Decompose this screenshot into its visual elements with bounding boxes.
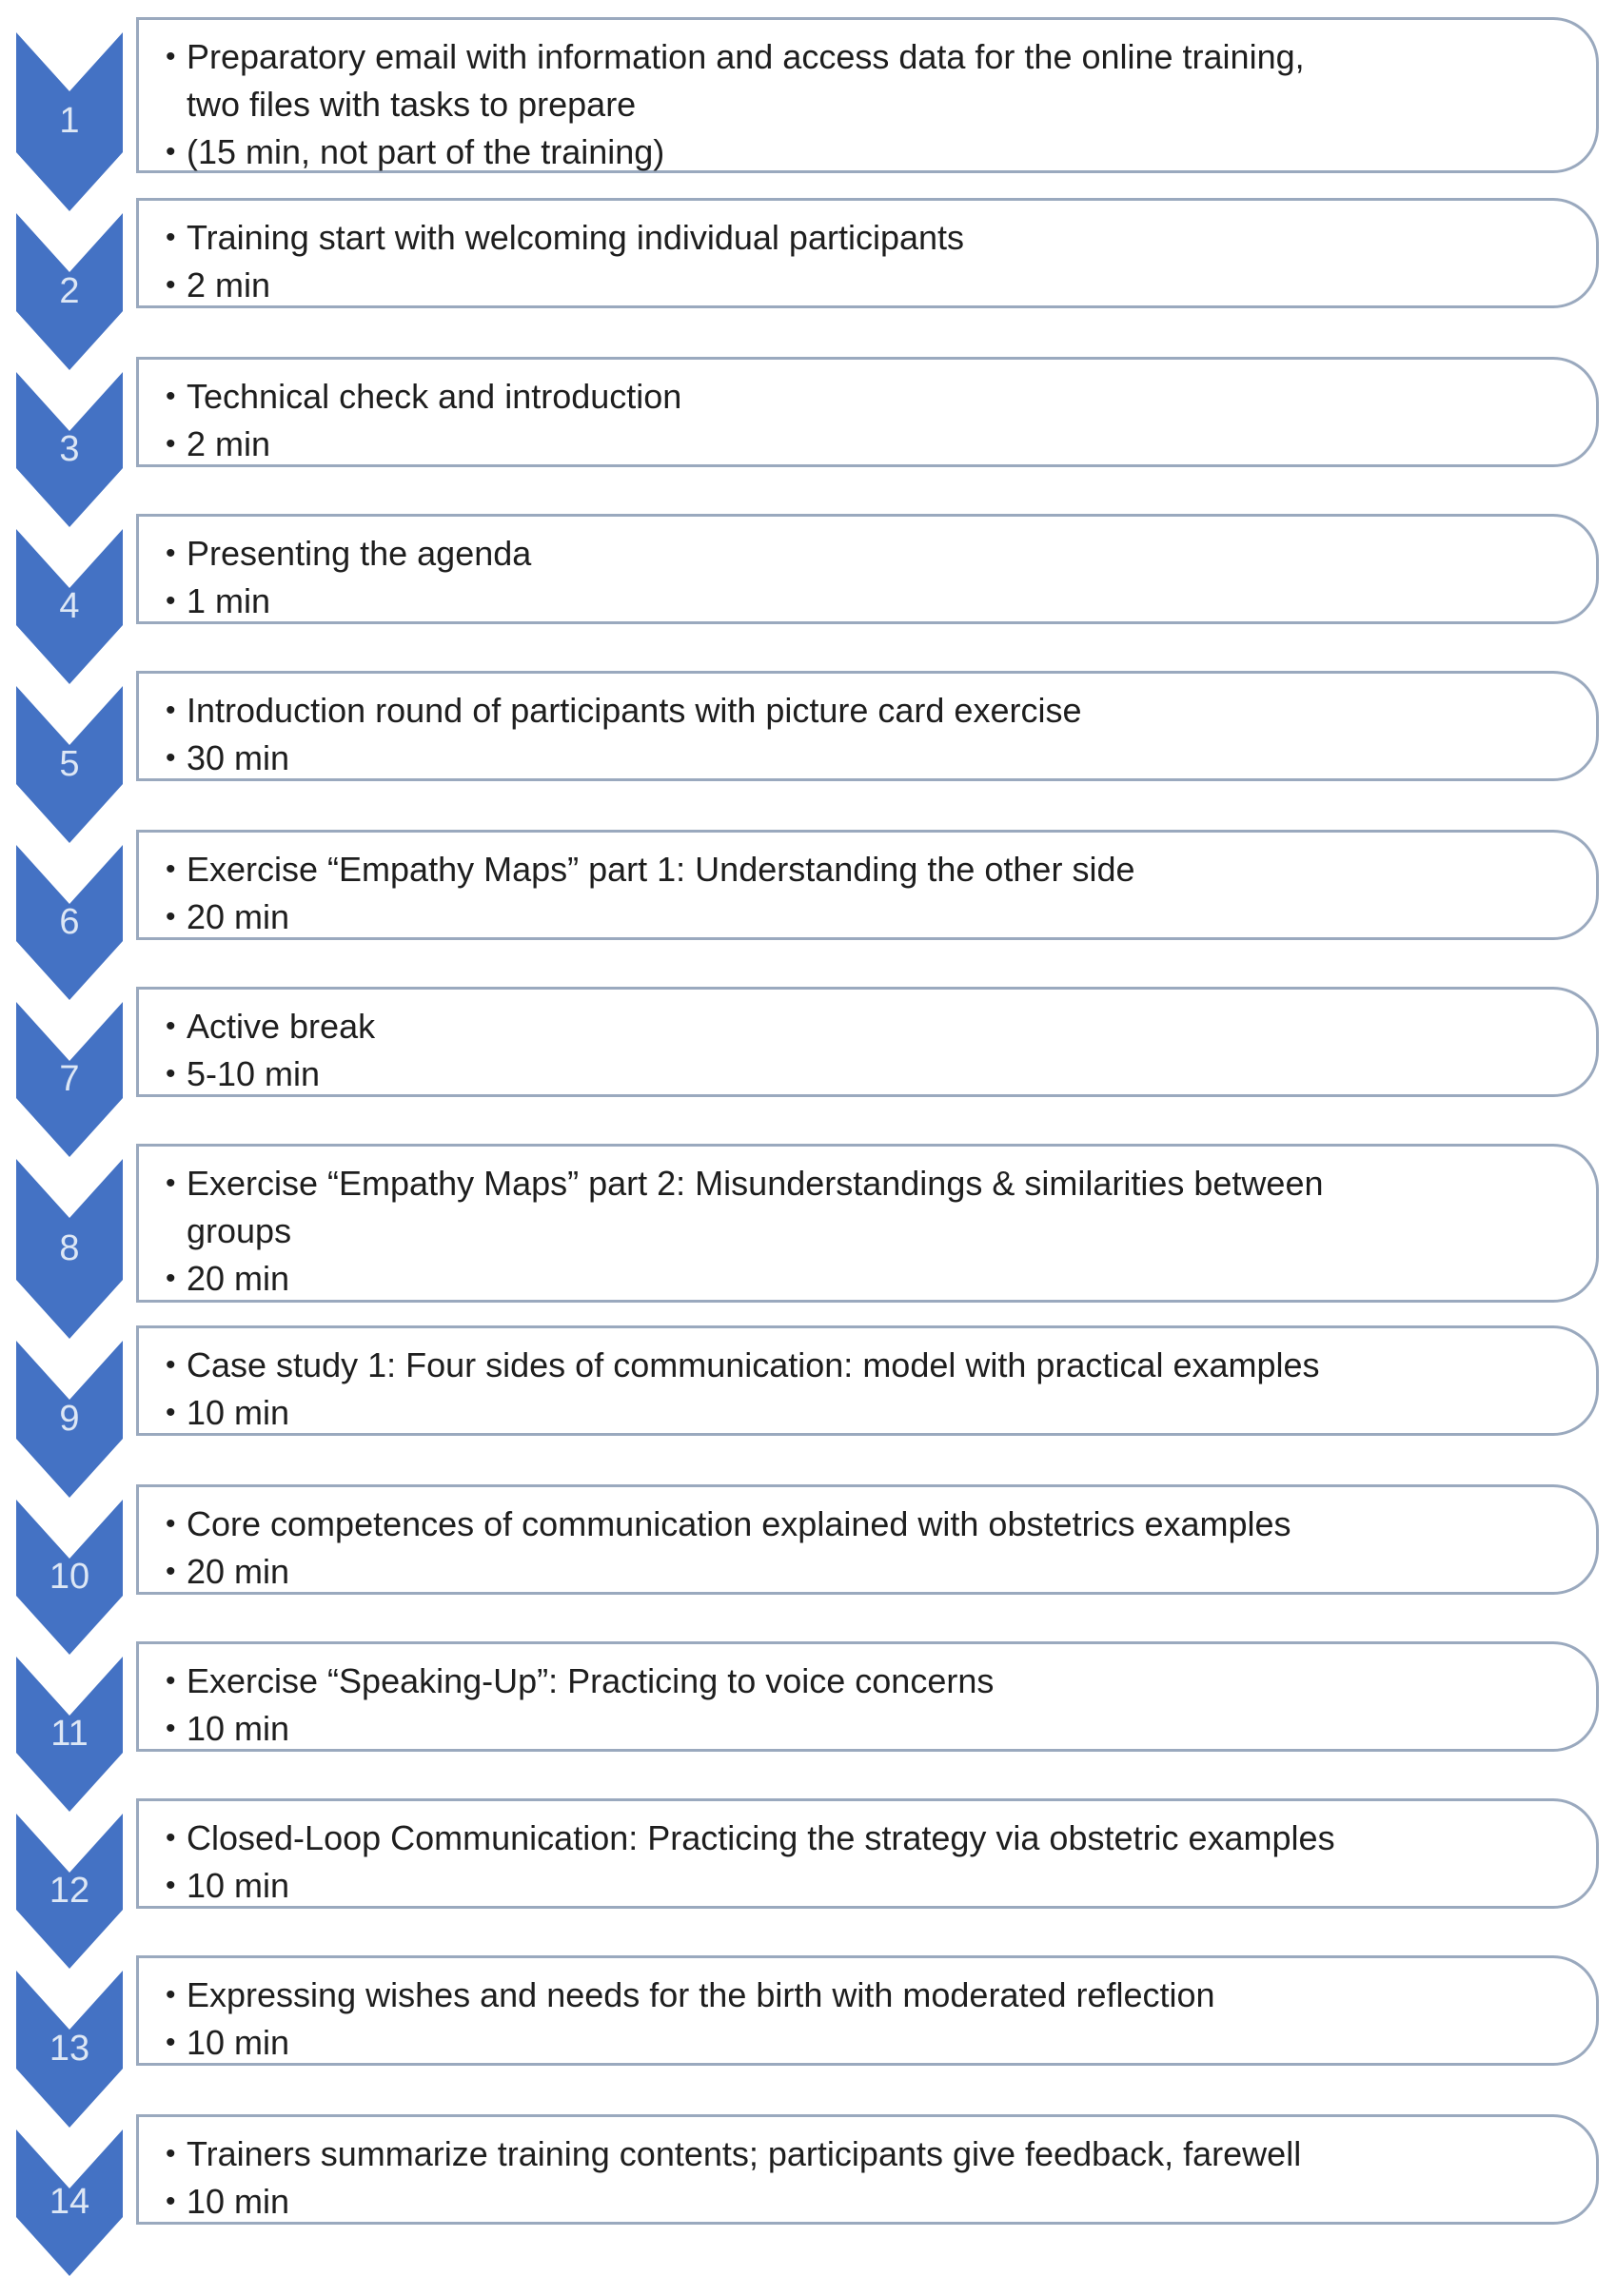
step-text: 5-10 min [187, 1054, 321, 1093]
step-chevron [16, 1814, 123, 1969]
step-duration [166, 1389, 1577, 1437]
step-chevron [16, 1341, 123, 1498]
bullet-icon: • [166, 2027, 176, 2058]
step-description [166, 1972, 1577, 2019]
step-text: 1 min [187, 581, 271, 620]
step-text: Exercise “Speaking-Up”: Practicing to voice concerns [187, 1661, 995, 1700]
bullet-icon: • [166, 901, 176, 932]
step-duration [166, 1050, 1577, 1098]
step-number: 10 [49, 1556, 90, 1597]
step-duration [166, 735, 1577, 782]
step-number: 3 [59, 428, 80, 469]
step-duration [166, 2019, 1577, 2067]
step-box [136, 671, 1599, 781]
step-duration [166, 1705, 1577, 1753]
step-box [136, 987, 1599, 1097]
step-number: 11 [50, 1713, 89, 1754]
step-description [166, 2130, 1577, 2178]
step-description [166, 687, 1577, 735]
bullet-icon: • [166, 854, 176, 885]
step-duration [166, 1862, 1577, 1910]
step-text: Introduction round of participants with picture card exercise [187, 691, 1082, 730]
step-duration [166, 128, 1577, 176]
bullet-icon: • [166, 1508, 176, 1540]
bullet-icon: • [166, 2138, 176, 2169]
step-text: Exercise “Empathy Maps” part 2: Misunderstandings & similarities between [187, 1164, 1324, 1203]
bullet-icon: • [166, 1263, 176, 1294]
step-description [166, 214, 1577, 262]
step-box [136, 1955, 1599, 2066]
bullet-icon: • [166, 269, 176, 301]
step-box [136, 198, 1599, 308]
step-number: 2 [59, 270, 80, 311]
bullet-icon: • [166, 381, 176, 412]
step-text: Expressing wishes and needs for the birth with moderated reflection [187, 1975, 1215, 2014]
bullet-icon: • [166, 1349, 176, 1381]
step-number: 1 [59, 101, 80, 141]
step-chevron [16, 32, 123, 211]
step-number: 9 [59, 1398, 80, 1439]
step-chevron [16, 686, 123, 843]
step-description [166, 1815, 1577, 1862]
step-text: (15 min, not part of the training) [187, 132, 665, 171]
step-text: 20 min [187, 897, 290, 936]
bullet-icon: • [166, 695, 176, 726]
step-duration [166, 893, 1577, 941]
step-text: Presenting the agenda [187, 534, 532, 573]
step-text: groups [187, 1211, 292, 1250]
step-description [166, 1160, 1577, 1207]
step-chevron [16, 372, 123, 527]
step-chevron [16, 1500, 123, 1655]
bullet-icon: • [166, 1665, 176, 1697]
step-box [136, 1325, 1599, 1436]
step-text: 30 min [187, 738, 290, 777]
step-description [166, 1003, 1577, 1050]
step-chevron [16, 1159, 123, 1339]
step-box [136, 2114, 1599, 2225]
step-box [136, 357, 1599, 467]
bullet-icon: • [166, 1011, 176, 1042]
step-duration [166, 1255, 1577, 1303]
step-description [166, 373, 1577, 421]
step-duration [166, 2178, 1577, 2226]
step-text: Closed-Loop Communication: Practicing the strategy via obstetric examples [187, 1818, 1335, 1857]
step-chevron [16, 1002, 123, 1157]
bullet-icon: • [166, 136, 176, 167]
step-text: Core competences of communication explained with obstetrics examples [187, 1504, 1291, 1543]
bullet-icon: • [166, 1870, 176, 1901]
step-description [187, 81, 1577, 128]
step-text: 10 min [187, 1866, 290, 1905]
step-chevron [16, 1971, 123, 2128]
step-text: Trainers summarize training contents; participants give feedback, farewell [187, 2134, 1302, 2173]
step-duration [166, 1548, 1577, 1596]
bullet-icon: • [166, 1556, 176, 1587]
step-number: 14 [49, 2182, 90, 2222]
bullet-icon: • [166, 1397, 176, 1428]
bullet-icon: • [166, 538, 176, 569]
step-text: two files with tasks to prepare [187, 85, 637, 124]
step-chevron [16, 1657, 123, 1812]
step-box [136, 1144, 1599, 1303]
bullet-icon: • [166, 1058, 176, 1089]
bullet-icon: • [166, 41, 176, 72]
step-box [136, 830, 1599, 940]
step-chevron [16, 529, 123, 684]
step-text: Case study 1: Four sides of communication: model with practical examples [187, 1345, 1320, 1384]
step-text: Preparatory email with information and access data for the online training, [187, 37, 1305, 76]
step-box [136, 1798, 1599, 1909]
step-number: 13 [49, 2028, 90, 2069]
step-description [166, 33, 1577, 81]
step-box [136, 514, 1599, 624]
step-description [187, 1207, 1577, 1255]
bullet-icon: • [166, 222, 176, 253]
bullet-icon: • [166, 1168, 176, 1199]
step-text: 10 min [187, 1709, 290, 1748]
bullet-icon: • [166, 1713, 176, 1744]
step-description [166, 530, 1577, 578]
step-duration [166, 578, 1577, 625]
step-text: Exercise “Empathy Maps” part 1: Understanding the other side [187, 850, 1135, 889]
step-number: 12 [49, 1870, 90, 1911]
bullet-icon: • [166, 1979, 176, 2011]
step-number: 6 [59, 901, 80, 942]
step-chevron [16, 845, 123, 1000]
bullet-icon: • [166, 742, 176, 774]
step-description [166, 1342, 1577, 1389]
bullet-icon: • [166, 1822, 176, 1854]
step-box [136, 1641, 1599, 1752]
step-number: 5 [59, 743, 80, 784]
step-box [136, 1484, 1599, 1595]
bullet-icon: • [166, 2186, 176, 2217]
bullet-icon: • [166, 585, 176, 617]
step-text: 10 min [187, 2182, 290, 2221]
step-chevron [16, 213, 123, 370]
bullet-icon: • [166, 428, 176, 460]
step-description [166, 1658, 1577, 1705]
step-text: 10 min [187, 1393, 290, 1432]
step-duration [166, 262, 1577, 309]
step-text: Training start with welcoming individual participants [187, 218, 965, 257]
step-description [166, 1501, 1577, 1548]
step-description [166, 846, 1577, 893]
step-text: 2 min [187, 424, 271, 463]
step-text: Technical check and introduction [187, 377, 682, 416]
step-text: 2 min [187, 265, 271, 304]
step-text: 10 min [187, 2023, 290, 2062]
step-text: 20 min [187, 1259, 290, 1298]
step-number: 8 [59, 1227, 80, 1268]
step-number: 4 [59, 585, 80, 626]
step-duration [166, 421, 1577, 468]
step-chevron [16, 2129, 123, 2276]
step-text: 20 min [187, 1552, 290, 1591]
step-box [136, 17, 1599, 173]
step-text: Active break [187, 1007, 376, 1046]
step-number: 7 [59, 1058, 80, 1099]
